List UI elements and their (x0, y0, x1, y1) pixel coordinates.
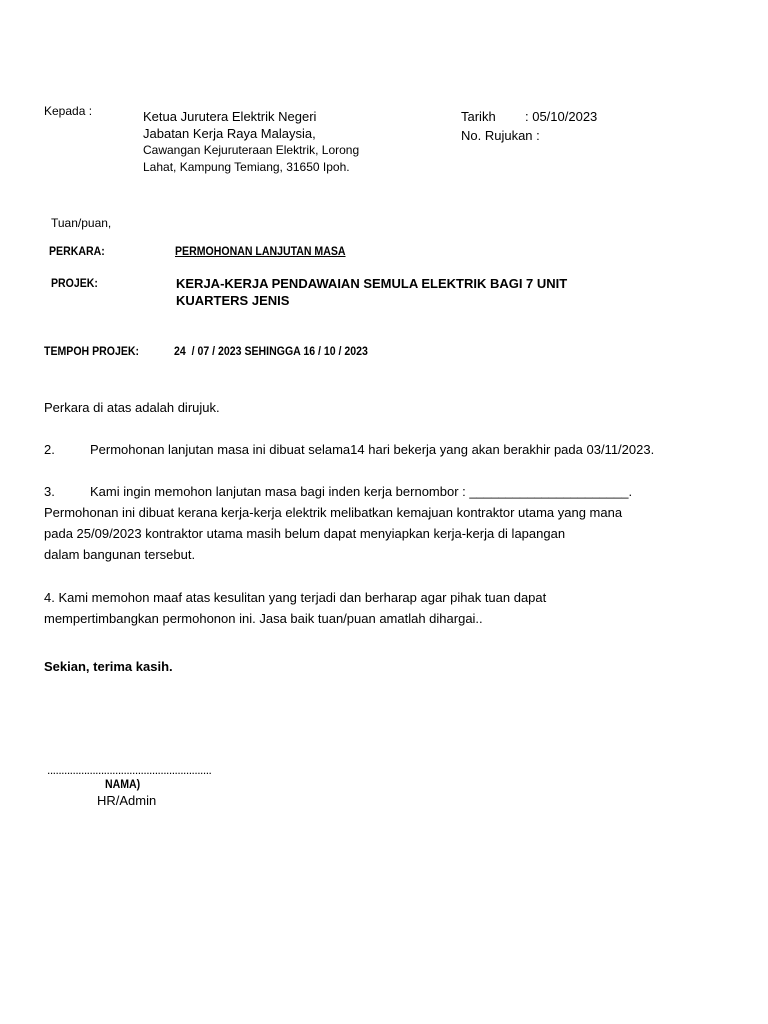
p3-line: Permohonan ini dibuat kerana kerja-kerja elektrik melibatkan kemajuan kontraktor utama yang mana (44, 505, 623, 520)
p2-number: 2. (44, 442, 55, 457)
projek-line: KERJA-KERJA PENDAWAIAN SEMULA ELEKTRIK BAGI 7 UNIT (176, 276, 568, 291)
p3-paragraph (44, 502, 622, 565)
signature-line: .......................................................... (47, 763, 212, 777)
p4-line: 4. Kami memohon maaf atas kesulitan yang terjadi dan berharap agar pihak tuan dapat (44, 590, 547, 605)
closing: Sekian, terima kasih. (44, 659, 173, 674)
rujukan-label: No. Rujukan : (461, 128, 540, 143)
signature-title: HR/Admin (97, 793, 157, 808)
signature-name: NAMA) (105, 777, 141, 791)
recipient-line: Cawangan Kejuruteraan Elektrik, Lorong (143, 143, 360, 157)
p4-line: mempertimbangkan permohonon ini. Jasa baik tuan/puan amatlah dihargai.. (44, 611, 483, 626)
projek-value (176, 275, 567, 309)
perkara-value: PERMOHONAN LANJUTAN MASA (175, 244, 346, 258)
p2-text: Permohonan lanjutan masa ini dibuat selama14 hari bekerja yang akan berakhir pada 03/11/2023. (90, 442, 655, 457)
tempoh-value: 24 / 07 / 2023 SEHINGGA 16 / 10 / 2023 (174, 344, 368, 358)
perkara-label: PERKARA: (49, 244, 105, 258)
intro-paragraph: Perkara di atas adalah dirujuk. (44, 400, 220, 415)
p3-line: dalam bangunan tersebut. (44, 547, 196, 562)
recipient-line: Lahat, Kampung Temiang, 31650 Ipoh. (143, 160, 350, 174)
p3-first-line: Kami ingin memohon lanjutan masa bagi inden kerja bernombor : ______________________. (90, 484, 633, 499)
recipient-address (143, 108, 359, 176)
tarikh-value: : 05/10/2023 (525, 109, 598, 124)
kepada-label: Kepada : (44, 104, 93, 118)
tarikh-label: Tarikh (461, 109, 496, 124)
salutation: Tuan/puan, (51, 216, 112, 230)
projek-label: PROJEK: (51, 276, 98, 290)
p3-line: pada 25/09/2023 kontraktor utama masih belum dapat menyiapkan kerja-kerja di lapangan (44, 526, 566, 541)
recipient-line: Jabatan Kerja Raya Malaysia, (143, 126, 316, 141)
p3-number: 3. (44, 484, 55, 499)
tempoh-label: TEMPOH PROJEK: (44, 344, 140, 358)
projek-line: KUARTERS JENIS (176, 293, 290, 308)
p4-paragraph (44, 587, 546, 629)
recipient-line: Ketua Jurutera Elektrik Negeri (143, 109, 317, 124)
